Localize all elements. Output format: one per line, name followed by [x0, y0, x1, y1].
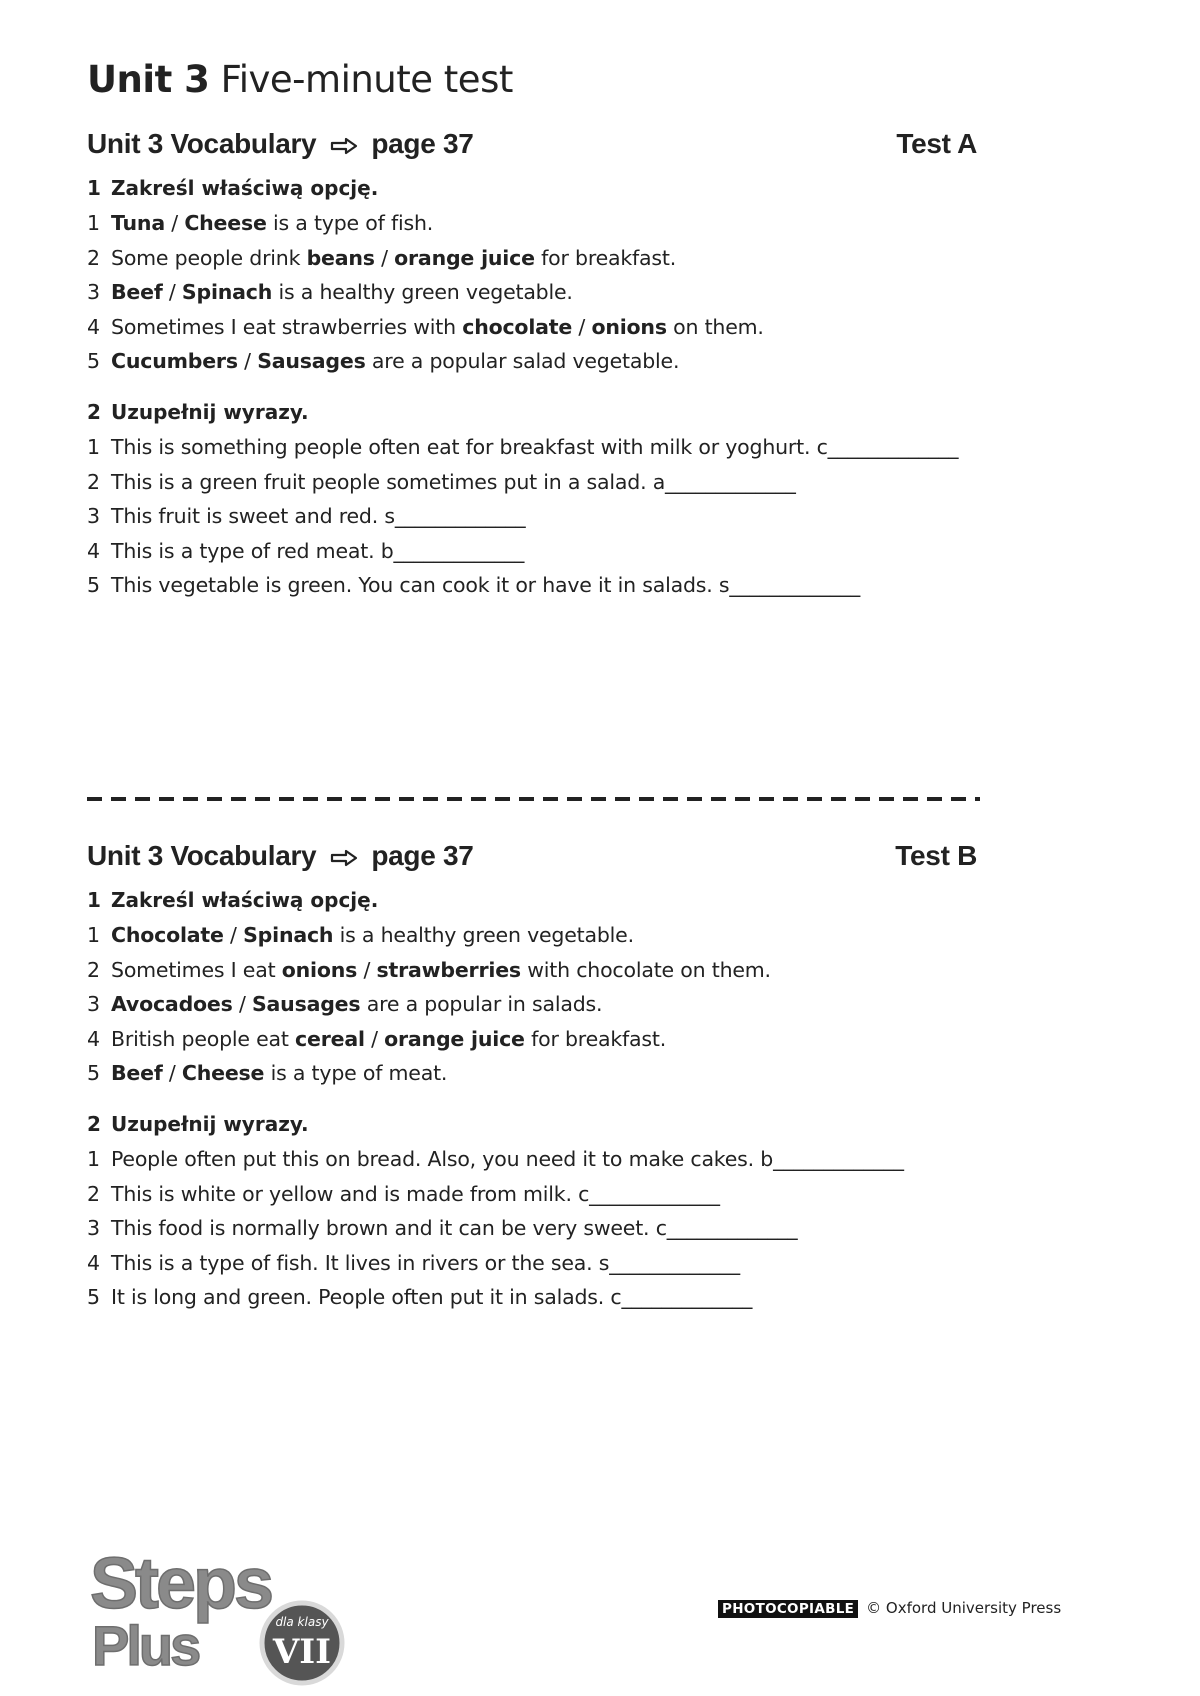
gap-fill-item[interactable]: 1 People often put this on bread. Also, you need it to make cakes. b_____________: [87, 1146, 904, 1171]
option-2[interactable]: Sausages: [257, 349, 366, 374]
right-arrow-icon: [330, 842, 358, 874]
exercise-1-item: 5 Cucumbers / Sausages are a popular salad vegetable.: [87, 349, 680, 374]
option-2[interactable]: Cheese: [181, 1061, 265, 1086]
test-a-heading: [87, 128, 977, 168]
option-2[interactable]: orange juice: [394, 245, 535, 270]
section-heading: Unit 3 Vocabulary: [87, 128, 317, 159]
exercise-1-item: 5 Beef / Cheese is a type of meat.: [87, 1061, 448, 1086]
logo-line-1: Steps: [90, 1544, 272, 1624]
gap-fill-item[interactable]: 2 This is white or yellow and is made from milk. c_____________: [87, 1181, 720, 1206]
option-2[interactable]: orange juice: [384, 1026, 525, 1051]
option-2[interactable]: onions: [591, 314, 667, 339]
option-2[interactable]: strawberries: [376, 957, 521, 982]
exercise-1-instruction: 1 Zakreśl właściwą opcję.: [87, 888, 379, 912]
section-heading: Unit 3 Vocabulary: [87, 840, 317, 871]
gap-fill-item[interactable]: 4 This is a type of red meat. b_____________: [87, 538, 525, 563]
page-reference: page 37: [371, 128, 474, 159]
photocopiable-badge: PHOTOCOPIABLE: [718, 1600, 858, 1618]
test-a-section: [87, 128, 977, 603]
option-1[interactable]: Cucumbers: [111, 349, 238, 374]
logo-badge-big: VII: [272, 1632, 332, 1672]
option-1[interactable]: Avocadoes: [111, 992, 233, 1017]
cut-line-divider: [87, 797, 980, 801]
gap-fill-item[interactable]: 4 This is a type of fish. It lives in rivers or the sea. s_____________: [87, 1250, 740, 1275]
right-arrow-icon: [330, 130, 358, 162]
option-2[interactable]: Spinach: [243, 923, 334, 947]
test-label: Test A: [896, 128, 977, 159]
test-label: Test B: [895, 840, 977, 871]
exercise-2-instruction: 2 Uzupełnij wyrazy.: [87, 399, 309, 424]
gap-fill-item[interactable]: 3 This fruit is sweet and red. s_____________: [87, 504, 526, 529]
option-1[interactable]: cereal: [295, 1026, 365, 1051]
exercise-1-item: 3 Beef / Spinach is a healthy green vegetable.: [87, 280, 573, 305]
page-title: [87, 58, 513, 101]
test-b-section: [87, 840, 977, 1315]
exercise-1-item: 2 Sometimes I eat onions / strawberries with chocolate on them.: [87, 957, 771, 982]
logo-line-2: Plus: [92, 1614, 199, 1677]
gap-fill-item[interactable]: 5 This vegetable is green. You can cook it or have it in salads. s_____________: [87, 573, 861, 598]
exercise-1-item: 1 Tuna / Cheese is a type of fish.: [87, 211, 434, 235]
option-1[interactable]: Beef: [111, 280, 163, 305]
option-1[interactable]: Chocolate: [111, 923, 224, 947]
copyright-text: © Oxford University Press: [866, 1599, 1062, 1617]
gap-fill-item[interactable]: 1 This is something people often eat for breakfast with milk or yoghurt. c_____________: [87, 434, 959, 459]
exercise-1-item: 3 Avocadoes / Sausages are a popular in salads.: [87, 992, 603, 1017]
footer: [718, 1599, 1061, 1617]
exercise-1-instruction: 1 Zakreśl właściwą opcję.: [87, 176, 379, 200]
option-2[interactable]: Spinach: [181, 280, 273, 305]
option-1[interactable]: onions: [281, 957, 358, 982]
option-2[interactable]: Sausages: [251, 992, 361, 1017]
gap-fill-item[interactable]: 3 This food is normally brown and it can be very sweet. c_____________: [87, 1216, 798, 1241]
exercise-2-instruction: 2 Uzupełnij wyrazy.: [87, 1111, 309, 1136]
page-reference: page 37: [371, 840, 474, 871]
gap-fill-item[interactable]: 5 It is long and green. People often put it in salads. c_____________: [87, 1285, 753, 1310]
option-1[interactable]: beans: [306, 245, 375, 270]
option-1[interactable]: Beef: [111, 1061, 163, 1086]
gap-fill-item[interactable]: 2 This is a green fruit people sometimes put in a salad. a_____________: [87, 469, 796, 494]
exercise-1-item: 4 Sometimes I eat strawberries with chocolate / onions on them.: [87, 314, 764, 339]
title-unit: Unit 3: [87, 58, 210, 101]
title-name: Five-minute test: [220, 58, 513, 101]
exercise-1-item: 2 Some people drink beans / orange juice for breakfast.: [87, 245, 677, 270]
exercise-1-item: 1 Chocolate / Spinach is a healthy green vegetable.: [87, 923, 634, 947]
steps-plus-logo: [90, 1543, 350, 1688]
exercise-1-item: 4 British people eat cereal / orange juice for breakfast.: [87, 1026, 667, 1051]
option-1[interactable]: chocolate: [462, 314, 573, 339]
logo-badge-small: dla klasy: [275, 1615, 329, 1629]
test-b-heading: [87, 840, 977, 880]
option-2[interactable]: Cheese: [184, 211, 267, 235]
option-1[interactable]: Tuna: [111, 211, 165, 235]
